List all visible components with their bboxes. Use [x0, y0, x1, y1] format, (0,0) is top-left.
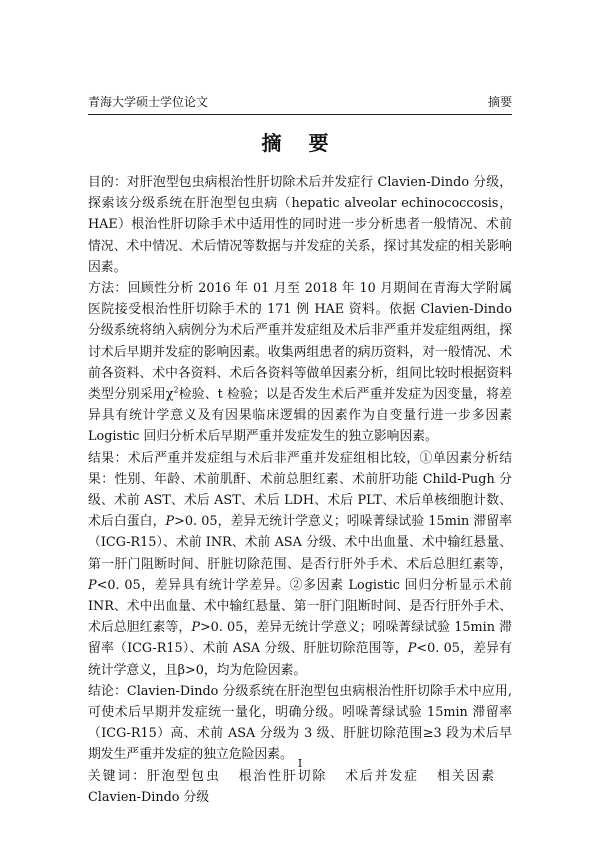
conclusion-paragraph: 结论：Clavien-Dindo 分级系统在肝泡型包虫病根治性肝切除手术中应用, 可使术后早期并发症统一量化，明确分级。吲哚菁绿试验 15min 滞留率（ICG-R15）高、术前 ASA 分级为 3 级、肝脏切除范围≥3 段为术后早期发生严重并发症的独立危险因素。: [88, 683, 512, 763]
header-thesis-title: 青海大学硕士学位论文: [88, 95, 209, 109]
keyword: Clavien-Dindo 分级: [88, 789, 210, 805]
p-value-symbol: P: [88, 577, 97, 593]
results-text-4: >0. 05，差异无统计学意义；吲哚菁绿试验 15min 滞留率（ICG-R15）、术前 ASA 分级、肝脏切除范围等，: [88, 620, 512, 657]
chi-square-superscript: 2: [173, 385, 179, 395]
keywords-line: [88, 766, 512, 808]
results-text-5: <0. 05，差异有统计学意义，且β>0，均为危险因素。: [88, 641, 512, 678]
methods-text-2: 检验、t 检验；以是否发生术后严重并发症为因变量，将差异具有统计学意义及有因果临床逻辑的因素作为自变量行进一步多因素 Logistic 回归分析术后早期严重并发症发生的独立影响因素。: [88, 387, 512, 445]
keywords-label: 关键词：: [88, 768, 147, 784]
running-header: [88, 93, 512, 111]
header-section-name: 摘要: [487, 95, 512, 109]
p-value-symbol: P: [407, 641, 417, 657]
keyword: 相关因素: [437, 768, 495, 784]
header-rule: [88, 114, 512, 115]
results-text-3: <0. 05，差异具有统计学差异。②多因素 Logistic 回归分析显示术前 INR、术中出血量、术中输红悬量、第一肝门阻断时间、是否行肝外手术、术后总胆红素等，: [88, 577, 512, 636]
results-paragraph: [88, 448, 512, 681]
page-title: 摘 要: [261, 131, 339, 155]
keyword: 根治性肝切除: [238, 768, 328, 784]
results-text-2: >0. 05，差异无统计学意义；吲哚菁绿试验 15min 滞留率（ICG-R15）、术前 INR、术前 ASA 分级、术中出血量、术中输红悬量、第一肝门阻断时间、肝脏切除范围、是否行肝外手术、术后总胆红素等，: [88, 514, 512, 572]
methods-paragraph: [88, 278, 512, 448]
p-value-symbol: P: [191, 620, 200, 636]
methods-text-1: 方法：回顾性分析 2016 年 01 月至 2018 年 10 月期间在青海大学附属医院接受根治性肝切除手术的 171 例 HAE 资料。依据 Clavien-Dindo 分级系统将纳入病例分为术后严重并发症组及术后非严重并发症组两组，探讨术后早期并发症的影响因素。收集两组患者的病历资料，对一般情况、术前各资料、术中各资料、术后各资料等做单因素分析，组间比较时根据资料类型分别采用χ: [88, 281, 512, 403]
objective-paragraph: 目的：对肝泡型包虫病根治性肝切除术后并发症行 Clavien-Dindo 分级，探索该分级系统在肝泡型包虫病（hepatic alveolar echinococcosis，HAE）根治性肝切除手术中适用性的同时进一步分析患者一般情况、术前情况、术中情况、术后情况等数据与并发症的关系，探讨其发症的相关影响因素。: [88, 175, 512, 275]
results-text-1: 结果：术后严重并发症组与术后非严重并发症组相比较，①单因素分析结果：性别、年龄、术前肌酐、术前总胆红素、术前肝功能 Child-Pugh 分级、术前 AST、术后 AST、术后 LDH、术后 PLT、术后单核细胞计数、术后白蛋白，: [88, 450, 512, 530]
keyword: 肝泡型包虫: [147, 768, 221, 784]
page-number: I: [297, 757, 303, 770]
p-value-symbol: P: [165, 514, 175, 530]
abstract-body: [88, 172, 512, 808]
keyword: 术后并发症: [345, 768, 419, 784]
